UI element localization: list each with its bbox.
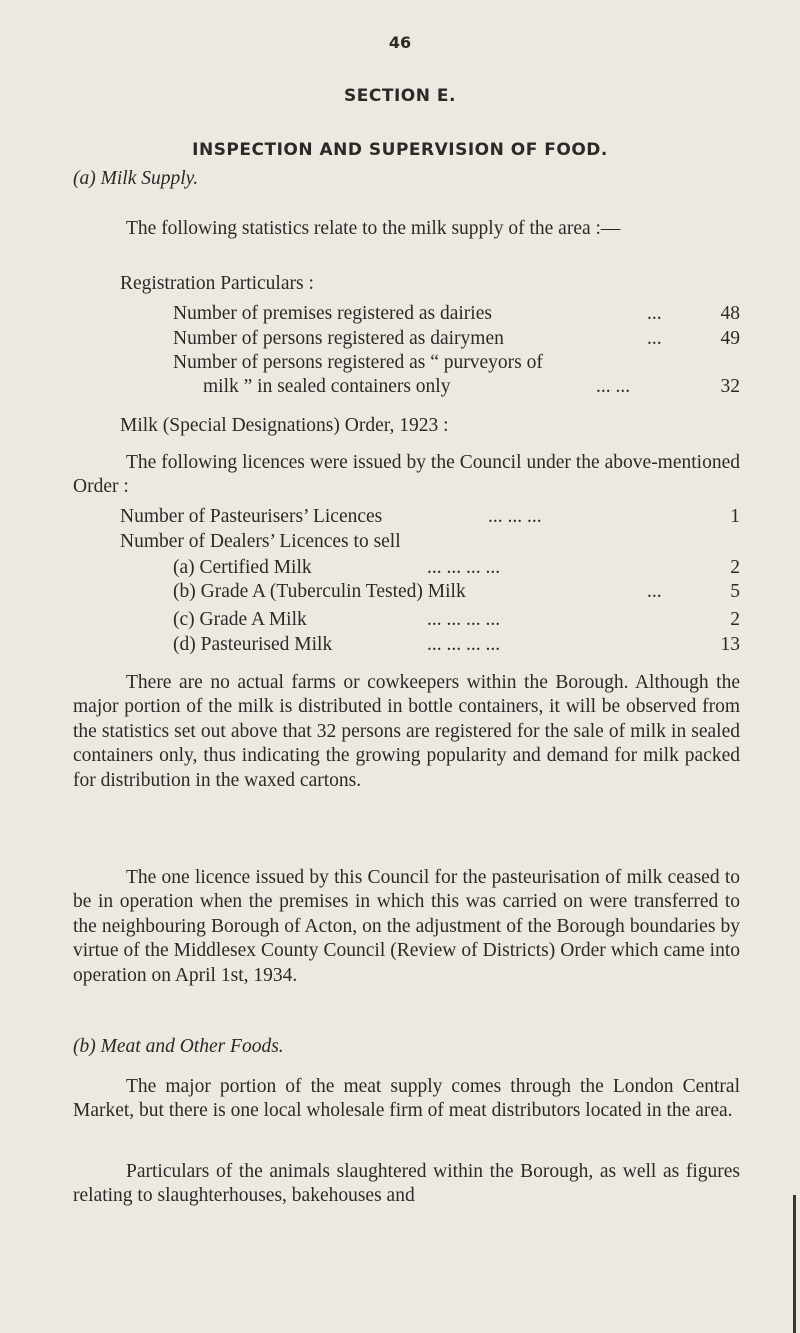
paragraph-meat-supply: The major portion of the meat supply comes through the London Central Market, but there is one local wholesale firm of meat distributors located in the area. [73,1076,740,1122]
dealers-heading: Number of Dealers’ Licences to sell [120,531,401,552]
leader-dots: ... [647,581,662,602]
leader-dots: ... ... ... ... [427,609,501,630]
leader-dots: ... [647,328,662,349]
milk-heading: Milk Supply. [100,168,199,189]
registration-heading: Registration Particulars : [120,273,314,294]
row-label: (b) Grade A (Tuberculin Tested) Milk [173,581,466,602]
leader-dots: ... [647,303,662,324]
row-label: milk ” in sealed containers only [203,376,451,397]
milk-label: (a) [73,168,96,189]
milk-intro: The following statistics relate to the milk supply of the area :— [126,218,621,239]
page-title: INSPECTION AND SUPERVISION OF FOOD. [192,140,608,160]
row-value: 2 [730,557,740,578]
row-value: 13 [720,634,740,655]
meat-heading: Meat and Other Foods. [100,1036,284,1057]
paragraph-licence: The one licence issued by this Council for the pasteurisation of milk ceased to be in operation when the premises in which this was carried on were transferred to the neighbouring Borough of Acton, on the adjustment of the Borough boundaries by virtue of the Middlesex County Council (Review of Districts) Order which came into operation on April 1st, 1934. [73,867,740,986]
row-label: Number of persons registered as dairymen [173,328,504,349]
row-value: 32 [720,376,740,397]
milk-subheading [73,168,198,190]
leader-dots: ... ... ... [488,506,542,527]
row-label: (d) Pasteurised Milk [173,634,333,655]
paragraph-particulars: Particulars of the animals slaughtered within the Borough, as well as figures relating to slaughterhouses, bakehouses and [73,1161,740,1207]
row-value: 48 [720,303,740,324]
section-heading: SECTION E. [344,86,456,106]
leader-dots: ... ... ... ... [427,634,501,655]
row-value: 49 [720,328,740,349]
row-label: Number of premises registered as dairies [173,303,492,324]
page-edge-mark [793,1195,796,1333]
page-number: 46 [388,33,412,52]
paragraph-farms: There are no actual farms or cowkeepers within the Borough. Although the major portion of the milk is distributed in bottle containers, it will be observed from the statistics set out above that 32 persons are registered for the sale of milk in sealed containers only, thus indicating the growing popularity and demand for milk packed for distribution in the waxed cartons. [73,672,740,791]
order-heading: Milk (Special Designations) Order, 1923 : [120,415,449,436]
row-label: Number of Pasteurisers’ Licences [120,506,383,527]
row-label: (a) Certified Milk [173,557,312,578]
licences-intro: The following licences were issued by the Council under the above-mentioned Order : [73,452,740,498]
row-value: 1 [730,506,740,527]
leader-dots: ... ... ... ... [427,557,501,578]
row-value: 2 [730,609,740,630]
purveyors-line-1: Number of persons registered as “ purveyors of [173,352,543,373]
meat-subheading [73,1036,284,1058]
meat-label: (b) [73,1036,96,1057]
row-value: 5 [730,581,740,602]
leader-dots: ... ... [596,376,631,397]
row-label: (c) Grade A Milk [173,609,307,630]
